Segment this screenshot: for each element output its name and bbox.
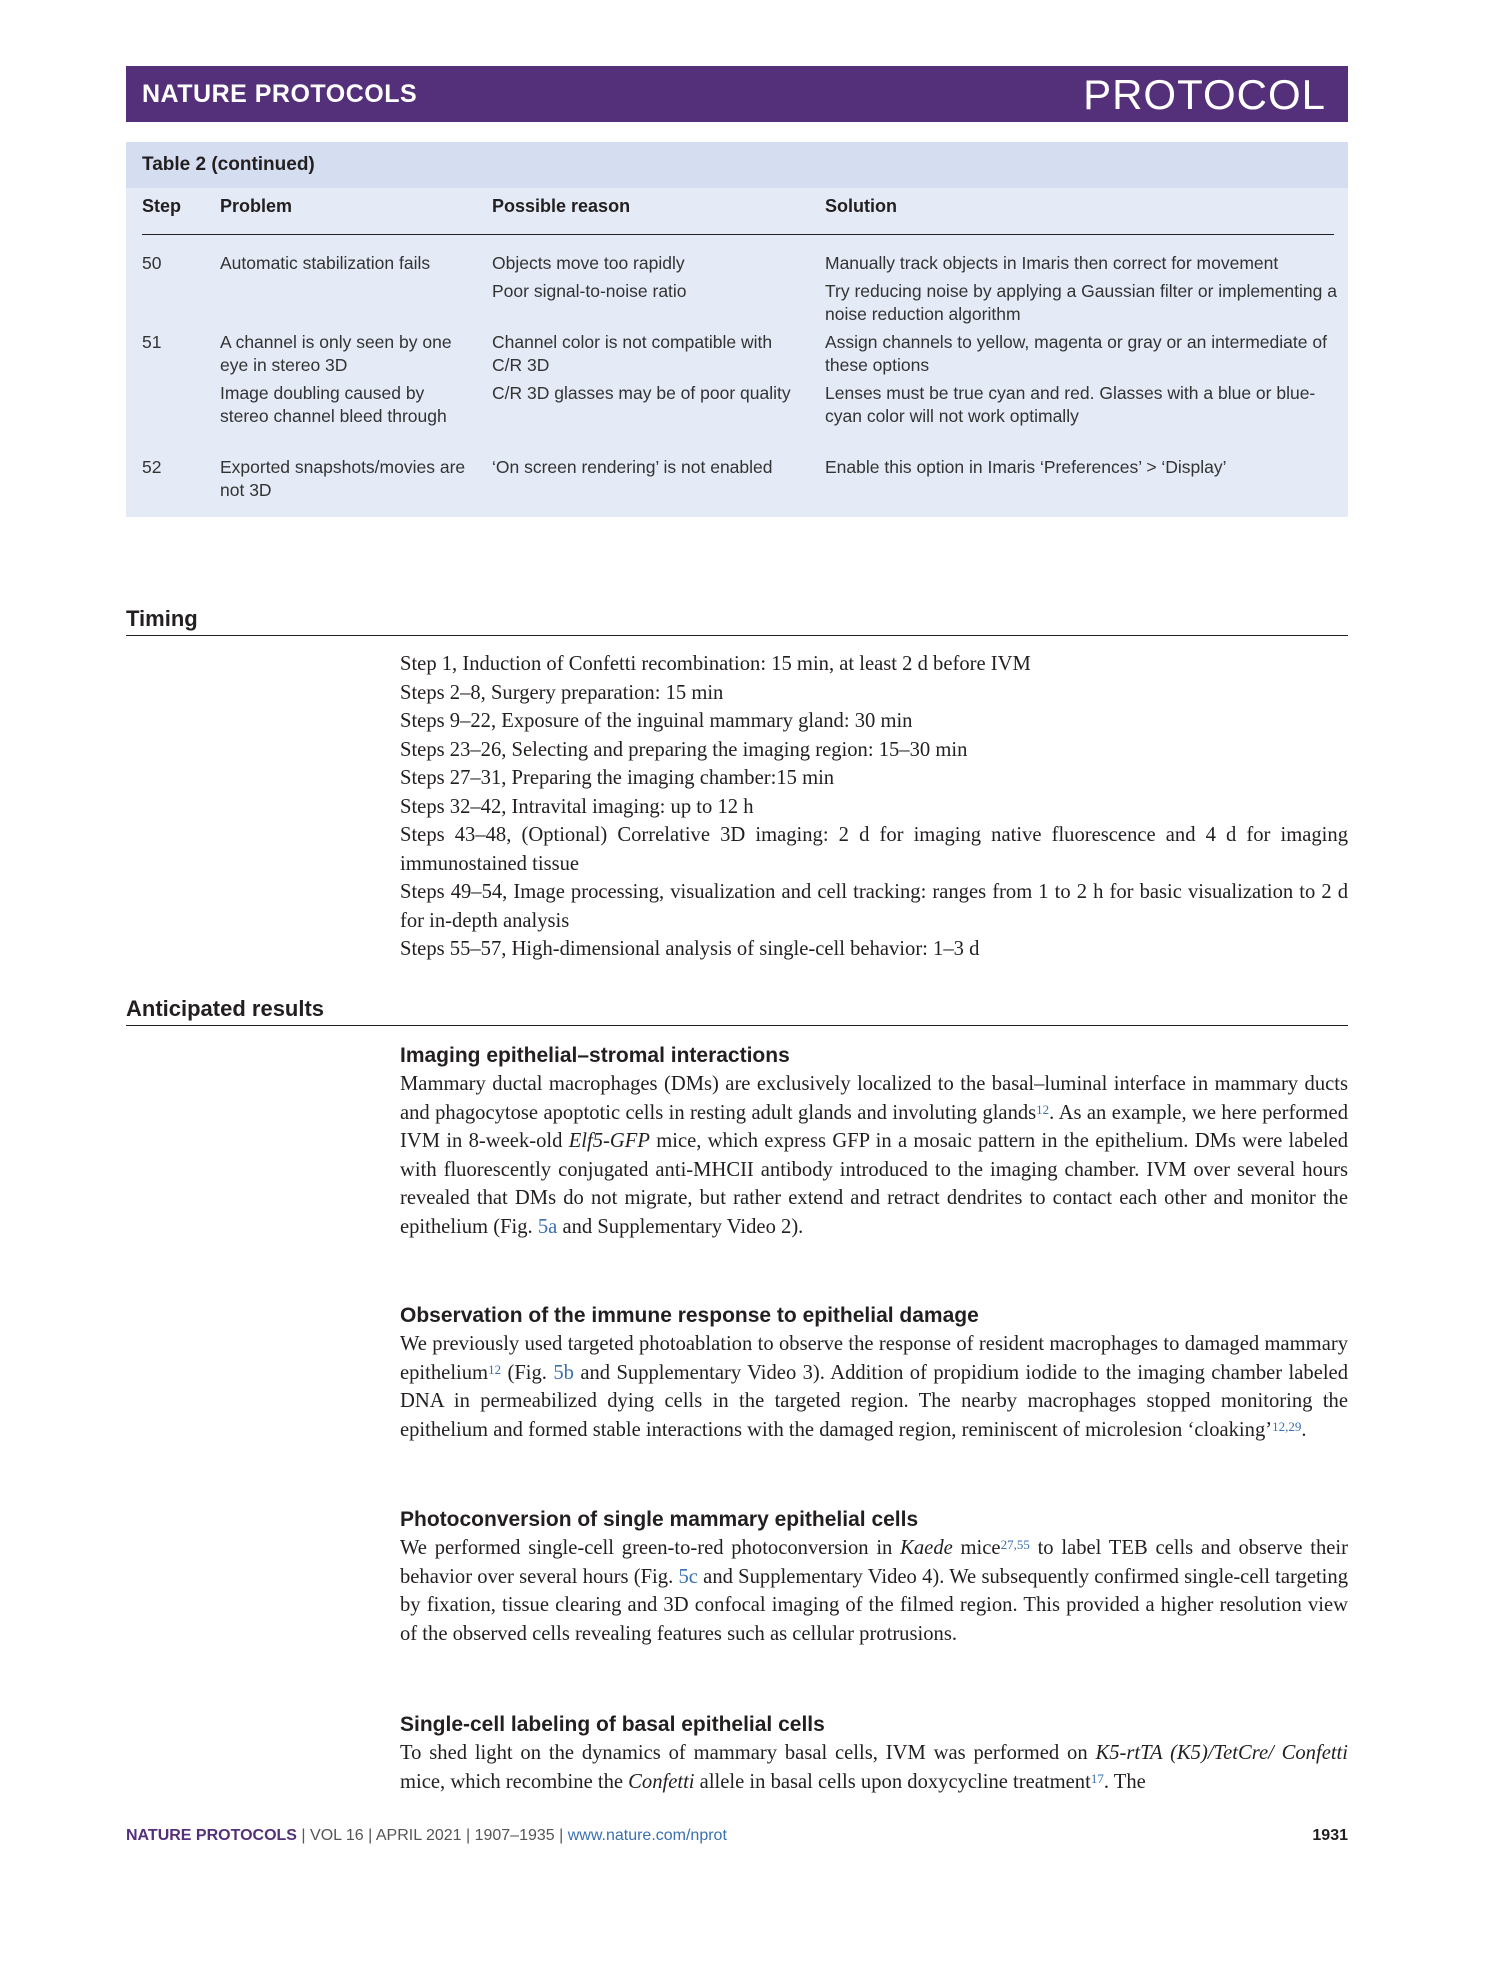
citation-link[interactable]: 12: [488, 1361, 502, 1377]
timing-line: Steps 9–22, Exposure of the inguinal mammary gland: 30 min: [400, 710, 913, 732]
table-cell-solution: Manually track objects in Imaris then correct for movement: [825, 253, 1279, 273]
subsection-immune-response: [400, 1302, 1348, 1444]
timing-line: Steps 49–54, Image processing, visualization and cell tracking: ranges from 1 to 2 h for basic visualization to 2 d for in-depth analysis: [400, 881, 1348, 932]
paragraph: Mammary ductal macrophages (DMs) are exclusively localized to the basal–luminal interface in mammary ducts and phagocytose apoptotic cells in resting adult glands and involuting glands$^{12}$. As an example, we here performed IVM in 8-week-old Elf5-GFP mice, which express GFP in a mosaic pattern in the epithelium. DMs were labeled with fluorescently conjugated anti-MHCII antibody introduced to the imaging chamber. IVM over several hours revealed that DMs do not migrate, but rather extend and retract dendrites to contact each other and monitor the epithelium (Fig. 5a and Supplementary Video 2).: [400, 1073, 1348, 1238]
table-cell-step: 51: [142, 332, 162, 352]
citation-link[interactable]: 12,29: [1272, 1418, 1302, 1434]
table-cell-solution: Lenses must be true cyan and red. Glasses with a blue or blue-cyan color will not work optimally: [825, 383, 1316, 426]
timing-list: [400, 650, 1348, 964]
subsection-title: Photoconversion of single mammary epithelial cells: [400, 1508, 919, 1531]
table-cell-solution: Try reducing noise by applying a Gaussian filter or implementing a noise reduction algorithm: [825, 281, 1337, 324]
subsection-title: Observation of the immune response to epithelial damage: [400, 1304, 979, 1327]
table-cell-problem: Exported snapshots/movies are not 3D: [220, 457, 466, 500]
timing-line: Steps 32–42, Intravital imaging: up to 12 h: [400, 795, 754, 818]
table-title-bar: [126, 142, 1348, 188]
paragraph: To shed light on the dynamics of mammary basal cells, IVM was performed on K5-rtTA (K5)/TetCre/ Confetti mice, which recombine the Confetti allele in basal cells upon doxycycline treatment$^{17}$. The: [400, 1742, 1348, 1793]
table-cell-reason: C/R 3D glasses may be of poor quality: [492, 383, 791, 403]
timing-line: Step 1, Induction of Confetti recombination: 15 min, at least 2 d before IVM: [400, 653, 1031, 675]
section-rule: [126, 635, 1348, 636]
subsection-title: Single-cell labeling of basal epithelial cells: [400, 1713, 825, 1736]
subsection-title: Imaging epithelial–stromal interactions: [400, 1044, 790, 1067]
journal-name: NATURE PROTOCOLS: [142, 80, 418, 108]
table-cell-reason: ‘On screen rendering’ is not enabled: [492, 457, 773, 477]
figure-link[interactable]: 5c: [678, 1565, 698, 1588]
table-cell-reason: Channel color is not compatible with C/R 3D: [492, 332, 773, 375]
table-cell-solution: Enable this option in Imaris ‘Preferences’ > ‘Display’: [825, 457, 1227, 477]
table-title: Table 2 (continued): [142, 154, 315, 175]
timing-heading: Timing: [126, 606, 198, 631]
journal-header: [126, 66, 1348, 122]
paragraph: We performed single-cell green-to-red photoconversion in Kaede mice$^{27,55}$ to label TEB cells and observe their behavior over several hours (Fig. 5c and Supplementary Video 4). We subsequently confirmed single-cell targeting by fixation, tissue clearing and 3D confocal imaging of the filmed region. This provided a higher resolution view of the observed cells revealing features such as cellular protrusions.: [400, 1537, 1349, 1645]
figure-link[interactable]: 5b: [553, 1361, 574, 1384]
footer-meta: | VOL 16 | APRIL 2021 | 1907–1935 |: [296, 1827, 568, 1844]
column-header-reason: Possible reason: [492, 196, 631, 216]
header-rule: [142, 234, 1334, 235]
table-cell-reason: Poor signal-to-noise ratio: [492, 281, 687, 301]
article-type: PROTOCOL: [1083, 71, 1326, 118]
citation-link[interactable]: 17: [1090, 1770, 1104, 1786]
footer-url-link[interactable]: www.nature.com/nprot: [567, 1827, 727, 1844]
timing-line: Steps 55–57, High-dimensional analysis of single-cell behavior: 1–3 d: [400, 938, 980, 960]
table-cell-problem: Automatic stabilization fails: [220, 253, 431, 273]
timing-line: Steps 2–8, Surgery preparation: 15 min: [400, 681, 724, 704]
table-cell-problem: Image doubling caused by stereo channel bleed through: [220, 383, 447, 426]
paragraph: We previously used targeted photoablation to observe the response of resident macrophages to damaged mammary epithelium$^{12}$ (Fig. 5b and Supplementary Video 3). Addition of propidium iodide to the imaging chamber labeled DNA in permeabilized dying cells in the targeted region. The nearby macrophages stopped monitoring the epithelium and formed stable interactions with the damaged region, reminiscent of microlesion ‘cloaking’$^{12,29}$.: [400, 1333, 1348, 1441]
subsection-epithelial-stromal: [400, 1042, 1348, 1241]
table-cell-reason: Objects move too rapidly: [492, 253, 685, 273]
footer-journal: NATURE PROTOCOLS: [126, 1827, 297, 1844]
table-cell-problem: A channel is only seen by one eye in stereo 3D: [220, 332, 452, 375]
anticipated-results-heading: Anticipated results: [126, 996, 325, 1021]
column-header-solution: Solution: [825, 196, 897, 216]
troubleshooting-table: [126, 142, 1348, 517]
citation-link[interactable]: 27,55: [1000, 1537, 1030, 1552]
table-cell-step: 50: [142, 253, 162, 273]
subsection-basal-labeling: [400, 1711, 1348, 1796]
timing-line: Steps 43–48, (Optional) Correlative 3D imaging: 2 d for imaging native fluorescence and 4 d for imaging immunostained tissue: [400, 824, 1348, 875]
subsection-photoconversion: [400, 1506, 1348, 1648]
column-header-problem: Problem: [220, 196, 293, 216]
timing-line: Steps 23–26, Selecting and preparing the imaging region: 15–30 min: [400, 738, 968, 761]
section-rule: [126, 1025, 1348, 1026]
column-header-step: Step: [142, 196, 182, 216]
page-footer: [126, 1827, 1348, 1845]
citation-link[interactable]: 12: [1036, 1101, 1050, 1117]
table-cell-solution: Assign channels to yellow, magenta or gray or an intermediate of these options: [825, 332, 1327, 375]
page-number: 1931: [1312, 1827, 1348, 1844]
figure-link[interactable]: 5a: [537, 1215, 558, 1238]
timing-line: Steps 27–31, Preparing the imaging chamber:15 min: [400, 767, 835, 789]
table-cell-step: 52: [142, 457, 162, 477]
